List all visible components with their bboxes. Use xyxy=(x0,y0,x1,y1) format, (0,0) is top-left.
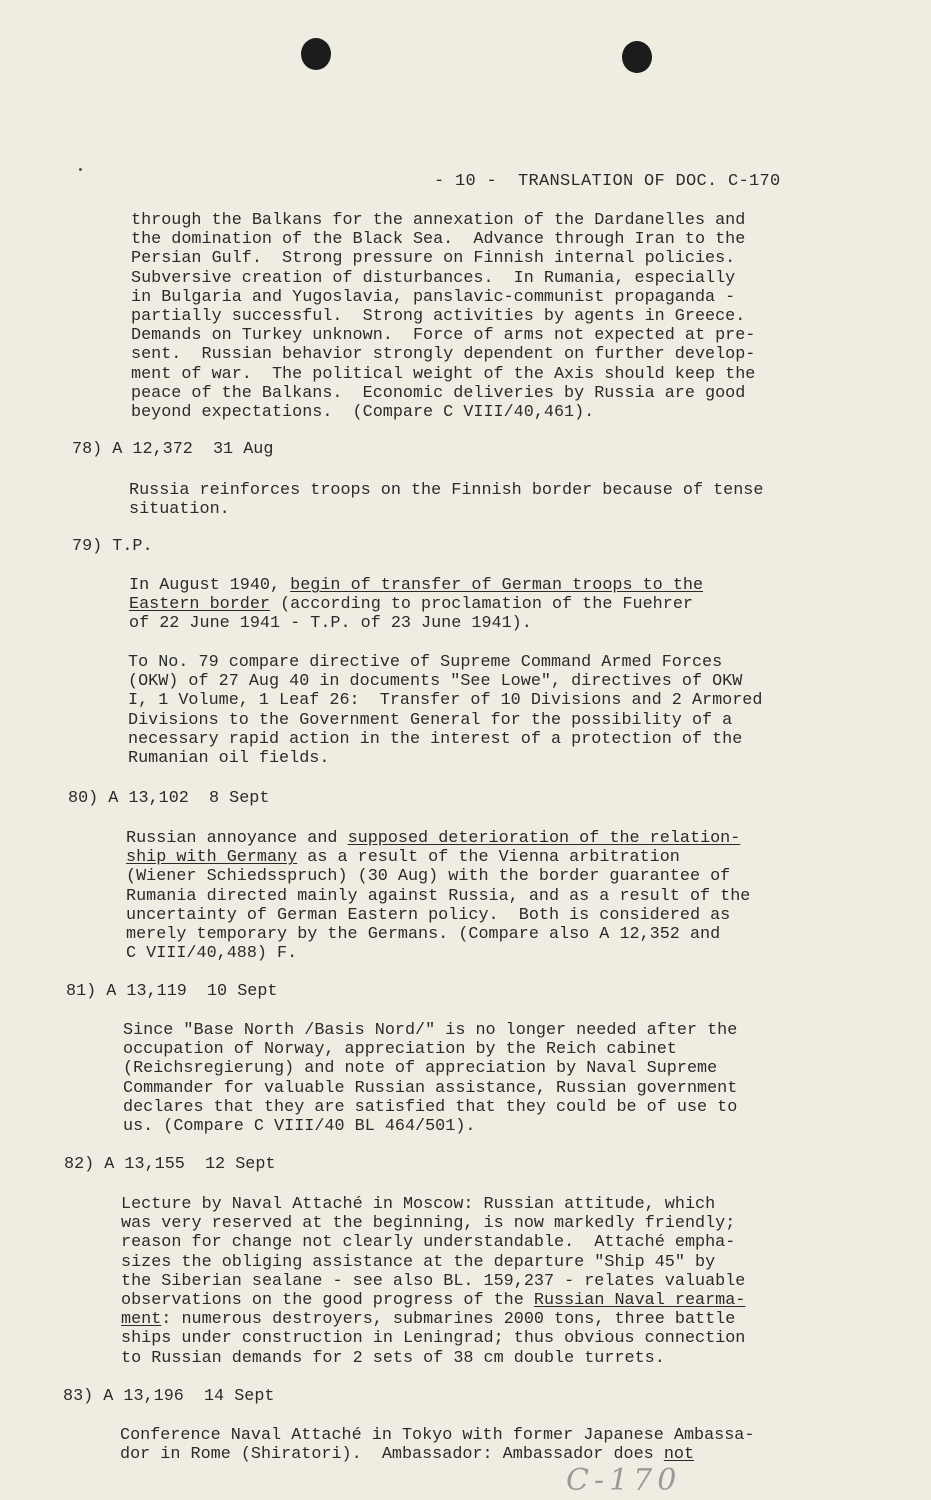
text-line: peace of the Balkans. Economic deliveries by Russia are good xyxy=(131,383,746,403)
text-line: in Bulgaria and Yugoslavia, panslavic-communist propaganda - xyxy=(131,287,736,307)
text-line: Rumanian oil fields. xyxy=(128,749,330,769)
text-line: In August 1940, begin of transfer of German troops to the xyxy=(129,576,704,595)
text-line: situation. xyxy=(129,500,230,520)
text-line: C VIII/40,488) F. xyxy=(126,944,298,964)
underlined-phrase: Eastern border xyxy=(129,595,270,615)
text-line: Commander for valuable Russian assistance, Russian government xyxy=(123,1078,738,1098)
punch-hole-right xyxy=(622,41,652,73)
text-line: Lecture by Naval Attaché in Moscow: Russian attitude, which xyxy=(121,1195,716,1214)
text-line: us. (Compare C VIII/40 BL 464/501). xyxy=(123,1117,476,1137)
punch-hole-left xyxy=(301,38,331,70)
text-line: (Wiener Schiedsspruch) (30 Aug) with the border guarantee of xyxy=(126,867,731,887)
text-line: necessary rapid action in the interest of a protection of the xyxy=(128,729,743,749)
text-line: partially successful. Strong activities by agents in Greece. xyxy=(131,307,746,327)
text-line: Demands on Turkey unknown. Force of arms not expected at pre- xyxy=(131,326,756,346)
intro-paragraph xyxy=(131,211,755,422)
text-line: ships under construction in Leningrad; thus obvious connection xyxy=(121,1329,746,1349)
text-line: ment of war. The political weight of the Axis should keep the xyxy=(131,364,756,384)
text-line: Divisions to the Government General for the possibility of a xyxy=(128,710,733,730)
text-line: observations on the good progress of the Russian Naval rearma- xyxy=(121,1291,746,1311)
text-line: occupation of Norway, appreciation by the Reich cabinet xyxy=(123,1040,677,1060)
text-line: the Siberian sealane - see also BL. 159,237 - relates valuable xyxy=(121,1271,746,1291)
text-line: ship with Germany as a result of the Vienna arbitration xyxy=(126,848,680,868)
text-line: I, 1 Volume, 1 Leaf 26: Transfer of 10 Divisions and 2 Armored xyxy=(128,691,763,711)
text-line: Russia reinforces troops on the Finnish border because of tense xyxy=(129,481,764,500)
entry-78-text xyxy=(129,481,763,519)
text-line: to Russian demands for 2 sets of 38 cm double turrets. xyxy=(121,1348,665,1368)
text-line: Rumania directed mainly against Russia, and as a result of the xyxy=(126,886,751,906)
entry-82-heading: 82) A 13,155 12 Sept xyxy=(64,1155,276,1174)
underlined-phrase: supposed deterioration of the relation- xyxy=(347,829,741,848)
text-line: dor in Rome (Shiratori). Ambassador: Ambassador does not xyxy=(120,1445,695,1465)
text-line: Conference Naval Attaché in Tokyo with former Japanese Ambassa- xyxy=(120,1426,755,1445)
text-line: To No. 79 compare directive of Supreme Command Armed Forces xyxy=(128,653,723,672)
handwritten-document-number: C-170 xyxy=(566,1463,682,1498)
entry-79-heading: 79) T.P. xyxy=(72,537,153,556)
text-line: the domination of the Black Sea. Advance through Iran to the xyxy=(131,230,746,250)
text-line: ment: numerous destroyers, submarines 2000 tons, three battle xyxy=(121,1310,736,1330)
text-line: Russian annoyance and supposed deterioration of the relation- xyxy=(126,829,741,848)
entry-80-heading: 80) A 13,102 8 Sept xyxy=(68,789,270,808)
entry-82-text xyxy=(121,1195,745,1368)
text-line: Eastern border (according to proclamation of the Fuehrer xyxy=(129,595,693,615)
entry-83-text xyxy=(120,1426,754,1464)
text-line: beyond expectations. (Compare C VIII/40,461). xyxy=(131,403,595,423)
text-line: (OKW) of 27 Aug 40 in documents "See Lowe", directives of OKW xyxy=(128,672,743,692)
entry-80-text xyxy=(126,829,750,963)
text-line: merely temporary by the Germans. (Compare also A 12,352 and xyxy=(126,925,721,945)
entry-79-note xyxy=(128,653,762,768)
text-line: Subversive creation of disturbances. In Rumania, especially xyxy=(131,268,736,288)
entry-81-heading: 81) A 13,119 10 Sept xyxy=(66,982,278,1001)
entry-81-text xyxy=(123,1021,737,1136)
text-line: sizes the obliging assistance at the departure "Ship 45" by xyxy=(121,1252,716,1272)
underlined-phrase: not xyxy=(663,1445,695,1465)
underlined-phrase: ment xyxy=(121,1310,162,1330)
text-line: reason for change not clearly understandable. Attaché empha- xyxy=(121,1233,736,1253)
underlined-phrase: begin of transfer of German troops to the xyxy=(290,576,704,595)
entry-79-text xyxy=(129,576,703,634)
entry-78-heading: 78) A 12,372 31 Aug xyxy=(72,440,274,459)
text-line: of 22 June 1941 - T.P. of 23 June 1941). xyxy=(129,614,532,634)
underlined-phrase: Russian Naval rearma- xyxy=(533,1291,746,1311)
text-line: through the Balkans for the annexation of the Dardanelles and xyxy=(131,211,746,230)
text-line: Persian Gulf. Strong pressure on Finnish internal policies. xyxy=(131,249,736,269)
underlined-phrase: ship with Germany xyxy=(126,848,298,868)
text-line: uncertainty of German Eastern policy. Both is considered as xyxy=(126,905,731,925)
paper-speck xyxy=(79,168,82,171)
text-line: (Reichsregierung) and note of appreciation by Naval Supreme xyxy=(123,1059,718,1079)
text-line: declares that they are satisfied that they could be of use to xyxy=(123,1097,738,1117)
text-line: Since "Base North /Basis Nord/" is no longer needed after the xyxy=(123,1021,738,1040)
entry-83-heading: 83) A 13,196 14 Sept xyxy=(63,1387,275,1406)
text-line: was very reserved at the beginning, is now markedly friendly; xyxy=(121,1214,736,1234)
text-line: sent. Russian behavior strongly dependent on further develop- xyxy=(131,345,756,365)
page-header: - 10 - TRANSLATION OF DOC. C-170 xyxy=(434,172,781,191)
